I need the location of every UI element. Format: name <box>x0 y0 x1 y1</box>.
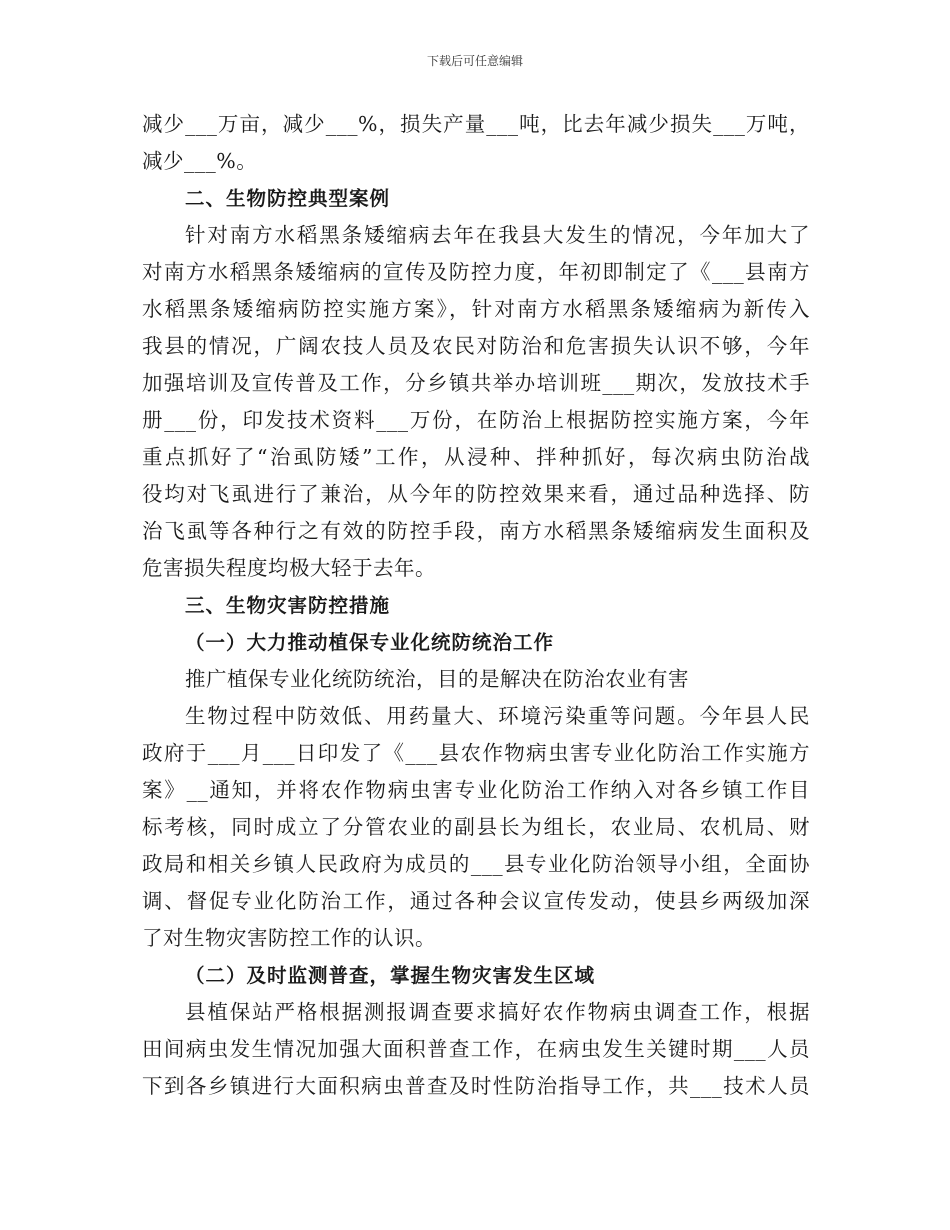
text-line: 调、督促专业化防治工作，通过各种会议宣传发动，使县乡两级加深 <box>142 889 810 913</box>
text-line: 政局和相关乡镇人民政府为成员的___县专业化防治领导小组，全面协 <box>142 852 810 876</box>
paragraph-first-line: 生物过程中防效低、用药量大、环境污染重等问题。今年县人民 <box>185 704 810 728</box>
paragraph-first-line: 县植保站严格根据测报调查要求搞好农作物病虫调查工作，根据 <box>185 1000 810 1024</box>
text-line: 案》__通知，并将农作物病虫害专业化防治工作纳入对各乡镇工作目 <box>142 778 810 802</box>
section-heading: 三、生物灾害防控措施 <box>185 594 391 617</box>
text-line: 危害损失程度均极大轻于去年。 <box>142 556 436 580</box>
text-line: 役均对飞虱进行了兼治，从今年的防控效果来看，通过品种选择、防 <box>142 482 810 506</box>
subsection-heading: （二）及时监测普查，掌握生物灾害发生区域 <box>185 964 596 987</box>
text-line: 册___份，印发技术资料___万份，在防治上根据防控实施方案，今年 <box>142 408 810 432</box>
text-line: 减少___万亩，减少___%，损失产量___吨，比去年减少损失___万吨， <box>142 112 810 136</box>
text-line: 田间病虫发生情况加强大面积普查工作，在病虫发生关键时期___人员 <box>142 1037 810 1061</box>
text-line: 对南方水稻黑条矮缩病的宣传及防控力度，年初即制定了《___县南方 <box>142 260 810 284</box>
text-line: 标考核，同时成立了分管农业的副县长为组长，农业局、农机局、财 <box>142 815 810 839</box>
page-header: 下载后可任意编辑 <box>426 54 523 68</box>
text-line: 下到各乡镇进行大面积病虫普查及时性防治指导工作，共___技术人员 <box>142 1074 810 1098</box>
text-line: 减少___%。 <box>142 149 258 173</box>
text-line: 了对生物灾害防控工作的认识。 <box>142 926 436 950</box>
document-body <box>142 106 810 1105</box>
text-line: 治飞虱等各种行之有效的防控手段，南方水稻黑条矮缩病发生面积及 <box>142 519 810 543</box>
section-heading: 二、生物防控典型案例 <box>185 187 391 210</box>
text-line: 水稻黑条矮缩病防控实施方案》，针对南方水稻黑条矮缩病为新传入 <box>142 297 810 321</box>
paragraph-first-line: 推广植保专业化统防统治，目的是解决在防治农业有害 <box>185 667 689 691</box>
text-line: 政府于___月___日印发了《___县农作物病虫害专业化防治工作实施方 <box>142 741 810 765</box>
text-line: 重点抓好了“治虱防矮”工作，从浸种、拌种抓好，每次病虫防治战 <box>142 445 810 469</box>
text-line: 加强培训及宣传普及工作，分乡镇共举办培训班___期次，发放技术手 <box>142 371 810 395</box>
subsection-heading: （一）大力推动植保专业化统防统治工作 <box>185 631 555 654</box>
text-line: 我县的情况，广阔农技人员及农民对防治和危害损失认识不够，今年 <box>142 334 810 358</box>
paragraph-first-line: 针对南方水稻黑条矮缩病去年在我县大发生的情况，今年加大了 <box>185 223 810 247</box>
